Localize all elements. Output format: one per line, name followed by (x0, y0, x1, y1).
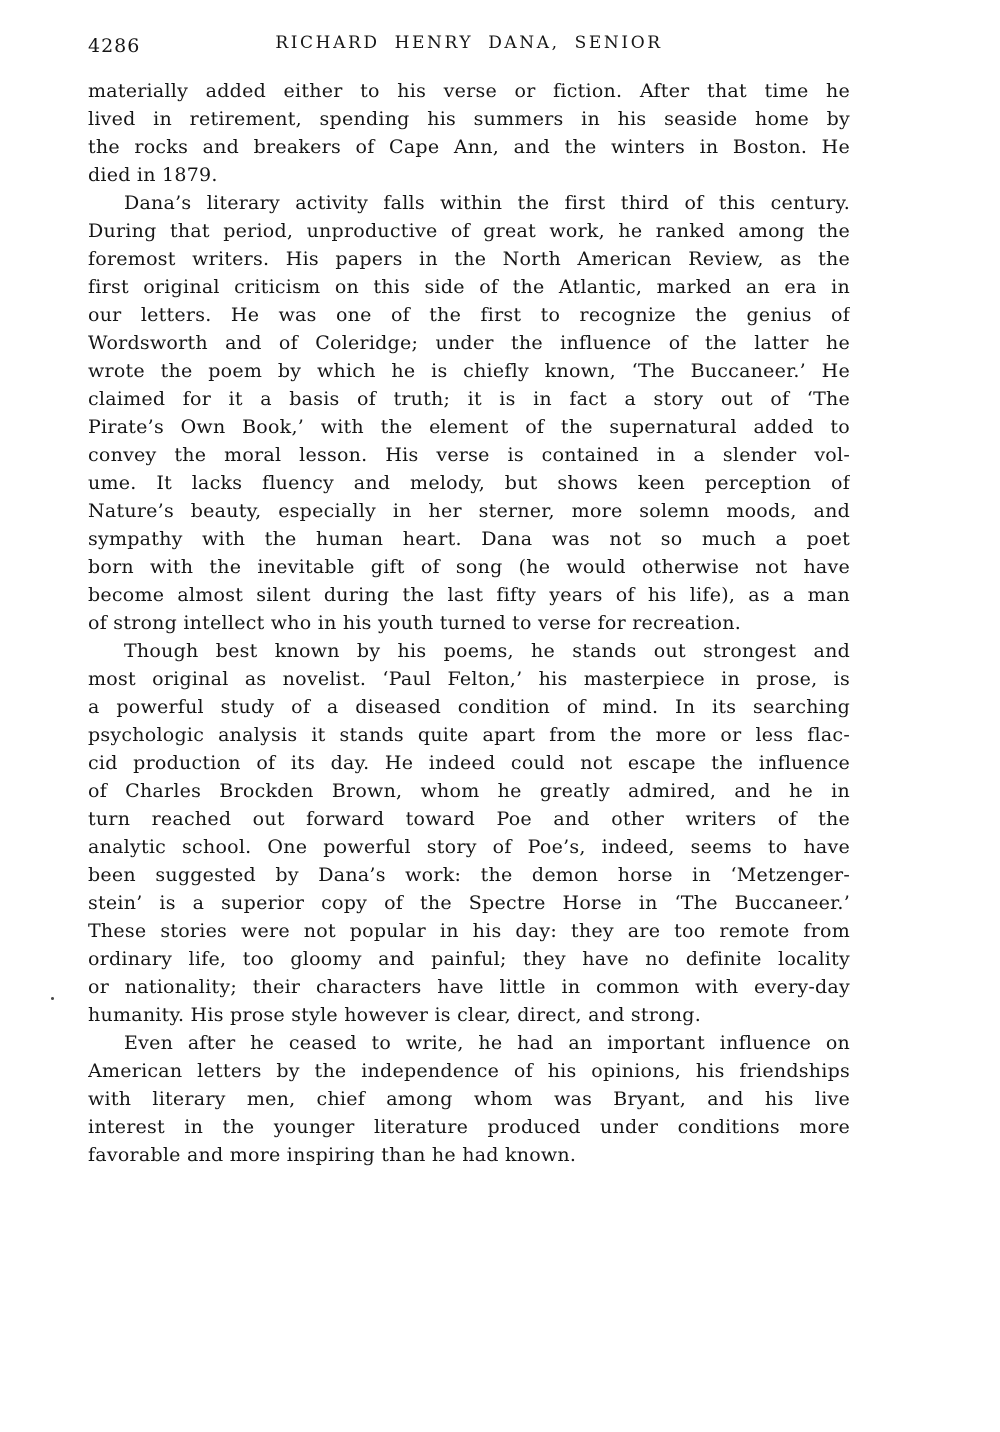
page-number: 4286 (88, 35, 141, 57)
text-line: first original criticism on this side of the Atlantic, marked an era in (88, 276, 850, 298)
text-line: Though best known by his poems, he stands out strongest and (124, 640, 850, 662)
text-line: materially added either to his verse or fiction. After that time he (88, 80, 850, 102)
running-header-title: RICHARD HENRY DANA, SENIOR (275, 33, 663, 53)
text-line: Wordsworth and of Coleridge; under the influence of the latter he (88, 332, 850, 354)
text-line: humanity. His prose style however is clear, direct, and strong. (88, 1004, 701, 1026)
text-line: ume. It lacks fluency and melody, but shows keen perception of (88, 472, 850, 494)
text-line: most original as novelist. ‘Paul Felton,’ his masterpiece in prose, is (88, 668, 850, 690)
page-header (88, 33, 850, 61)
text-line: Pirate’s Own Book,’ with the element of the supernatural added to (88, 416, 850, 438)
text-line: with literary men, chief among whom was Bryant, and his live (88, 1088, 850, 1110)
text-line: of Charles Brockden Brown, whom he greatly admired, and he in (88, 780, 850, 802)
text-line: Dana’s literary activity falls within the first third of this century. (124, 192, 850, 214)
text-line: born with the inevitable gift of song (he would otherwise not have (88, 556, 850, 578)
text-line: ordinary life, too gloomy and painful; they have no definite locality (88, 948, 850, 970)
text-line: our letters. He was one of the first to recognize the genius of (88, 304, 850, 326)
text-line: convey the moral lesson. His verse is contained in a slender vol- (88, 444, 850, 466)
text-line: of strong intellect who in his youth turned to verse for recreation. (88, 612, 742, 634)
text-line: favorable and more inspiring than he had known. (88, 1144, 577, 1166)
text-line: a powerful study of a diseased condition of mind. In its searching (88, 696, 850, 718)
text-line: the rocks and breakers of Cape Ann, and the winters in Boston. He (88, 136, 850, 158)
scan-speck (51, 997, 54, 1000)
text-line: foremost writers. His papers in the North American Review, as the (88, 248, 850, 270)
text-line: American letters by the independence of his opinions, his friendships (88, 1060, 850, 1082)
text-line: interest in the younger literature produced under conditions more (88, 1116, 850, 1138)
text-line: During that period, unproductive of great work, he ranked among the (88, 220, 850, 242)
text-line: become almost silent during the last fifty years of his life), as a man (88, 584, 850, 606)
text-line: died in 1879. (88, 164, 218, 186)
text-line: cid production of its day. He indeed could not escape the influence (88, 752, 850, 774)
text-line: lived in retirement, spending his summers in his seaside home by (88, 108, 850, 130)
text-line: turn reached out forward toward Poe and other writers of the (88, 808, 850, 830)
text-line: Nature’s beauty, especially in her sterner, more solemn moods, and (88, 500, 850, 522)
text-line: sympathy with the human heart. Dana was not so much a poet (88, 528, 850, 550)
text-line: claimed for it a basis of truth; it is in fact a story out of ‘The (88, 388, 850, 410)
text-line: psychologic analysis it stands quite apart from the more or less flac- (88, 724, 850, 746)
article-text (88, 77, 850, 1169)
text-line: These stories were not popular in his day: they are too remote from (88, 920, 850, 942)
text-line: stein’ is a superior copy of the Spectre Horse in ‘The Buccaneer.’ (88, 892, 850, 914)
text-line: wrote the poem by which he is chiefly known, ‘The Buccaneer.’ He (88, 360, 850, 382)
text-line: analytic school. One powerful story of Poe’s, indeed, seems to have (88, 836, 850, 858)
text-line: or nationality; their characters have little in common with every-day (88, 976, 850, 998)
text-line: Even after he ceased to write, he had an important influence on (124, 1032, 850, 1054)
text-line: been suggested by Dana’s work: the demon horse in ‘Metzenger- (88, 864, 850, 886)
